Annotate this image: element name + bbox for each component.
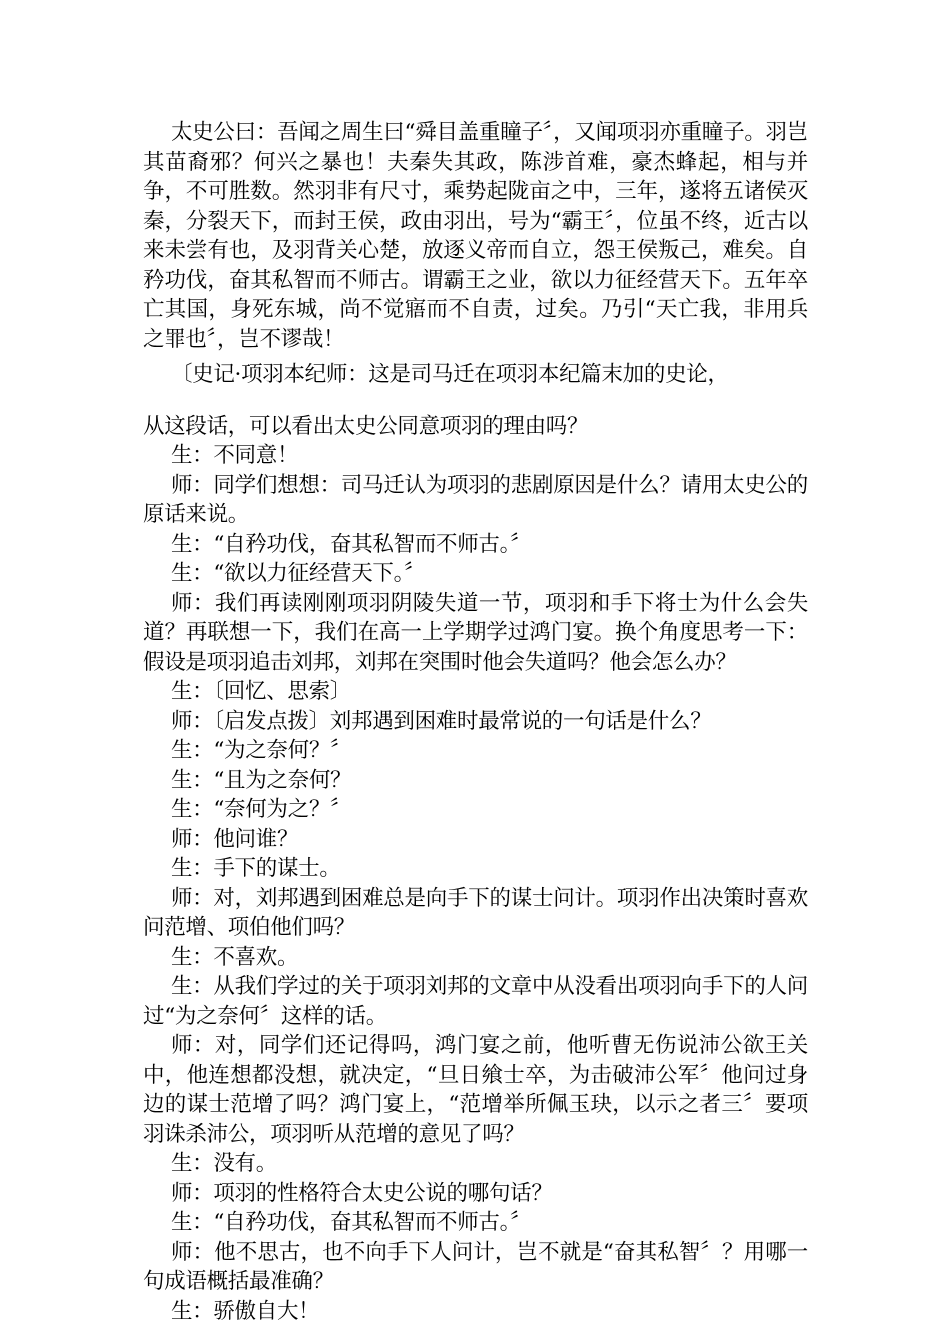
dialogue-line: 生：“且为之奈何？ bbox=[170, 767, 352, 793]
dialogue-line: 师：同学们想想：司马迁认为项羽的悲剧原因是什么？请用太史公的原话来说。 bbox=[143, 472, 808, 527]
dialogue-line: 生：手下的谋士。 bbox=[170, 856, 341, 881]
dialogue-line: 师：〔启发点拨〕刘邦遇到困难时最常说的一句话是什么？ bbox=[170, 708, 712, 734]
intro-paragraph: 太史公曰：吾闻之周生曰“舜目盖重瞳子〞，又闻项羽亦重瞳子。羽岂其苗裔邪？何兴之暴也！夫秦失其政，陈涉首难，豪杰蜂起，相与并争，不可胜数。然羽非有尺寸，乘势起陇亩之中，三年，遂将五诸侯灭秦，分裂天下，而封王侯，政由羽出，号为“霸王〞，位虽不终，近古以来未尝有也，及羽背关心楚，放逐义帝而自立，怨王侯叛己，难矣。自矜功伐，奋其私智而不师古。谓霸王之业，欲以力征经营天下。五年卒亡其国，身死东城，尚不觉寤而不自责，过矣。乃引“天亡我，非用兵之罪也〞，岂不谬哉！ bbox=[143, 120, 808, 352]
dialogue-line: 生：没有。 bbox=[170, 1151, 277, 1176]
dialogue-line: 师：对，刘邦遇到困难总是向手下的谋士问计。项羽作出决策时喜欢问范增、项伯他们吗？ bbox=[143, 885, 808, 940]
document-page bbox=[143, 118, 808, 1326]
dialogue-line: 生：不喜欢。 bbox=[170, 944, 299, 970]
dialogue-line: 从这段话，可以看出太史公同意项羽的理由吗？ bbox=[143, 413, 589, 439]
dialogue-line: 生：不同意！ bbox=[170, 443, 299, 468]
dialogue-line: 生：“为之奈何？〞 bbox=[170, 738, 352, 763]
dialogue-line: 生：骄傲自大！ bbox=[170, 1298, 320, 1324]
lead-paragraph: 〔史记·项羽本纪师：这是司马迁在项羽本纪篇末加的史论， bbox=[170, 362, 729, 387]
dialogue-line: 生：从我们学过的关于项羽刘邦的文章中从没看出项羽向手下的人问过“为之奈何〞这样的话。 bbox=[143, 974, 808, 1029]
dialogue-line: 师：他问谁？ bbox=[170, 826, 299, 852]
dialogue-line: 师：他不思古，也不向手下人问计，岂不就是“奋其私智〞？用哪一句成语概括最准确？ bbox=[143, 1239, 808, 1294]
dialogue-line: 生：“自矜功伐，奋其私智而不师古。〞 bbox=[170, 1210, 532, 1235]
dialogue-line: 师：项羽的性格符合太史公说的哪句话？ bbox=[170, 1180, 553, 1206]
dialogue-line: 生：“欲以力征经营天下。〞 bbox=[170, 561, 426, 586]
dialogue-line: 生：“自矜功伐，奋其私智而不师古。〞 bbox=[170, 531, 532, 557]
dialogue-line: 师：对，同学们还记得吗，鸿门宴之前，他听曹无伤说沛公欲王关中，他连想都没想，就决定，“旦日飨士卒，为击破沛公军〞他问过身边的谋士范增了吗？鸿门宴上，“范增举所佩玉玦，以示之者三〞要项羽诛杀沛公，项羽听从范增的意见了吗？ bbox=[143, 1033, 808, 1147]
dialogue-line: 生：“奈何为之？〞 bbox=[170, 797, 352, 822]
dialogue-line: 师：我们再读刚刚项羽阴陵失道一节，项羽和手下将士为什么会失道？再联想一下，我们在高一上学期学过鸿门宴。换个角度思考一下：假设是项羽追击刘邦，刘邦在突围时他会失道吗？他会怎么办？ bbox=[143, 590, 808, 675]
dialogue-line: 生：〔回忆、思索〕 bbox=[170, 679, 351, 704]
